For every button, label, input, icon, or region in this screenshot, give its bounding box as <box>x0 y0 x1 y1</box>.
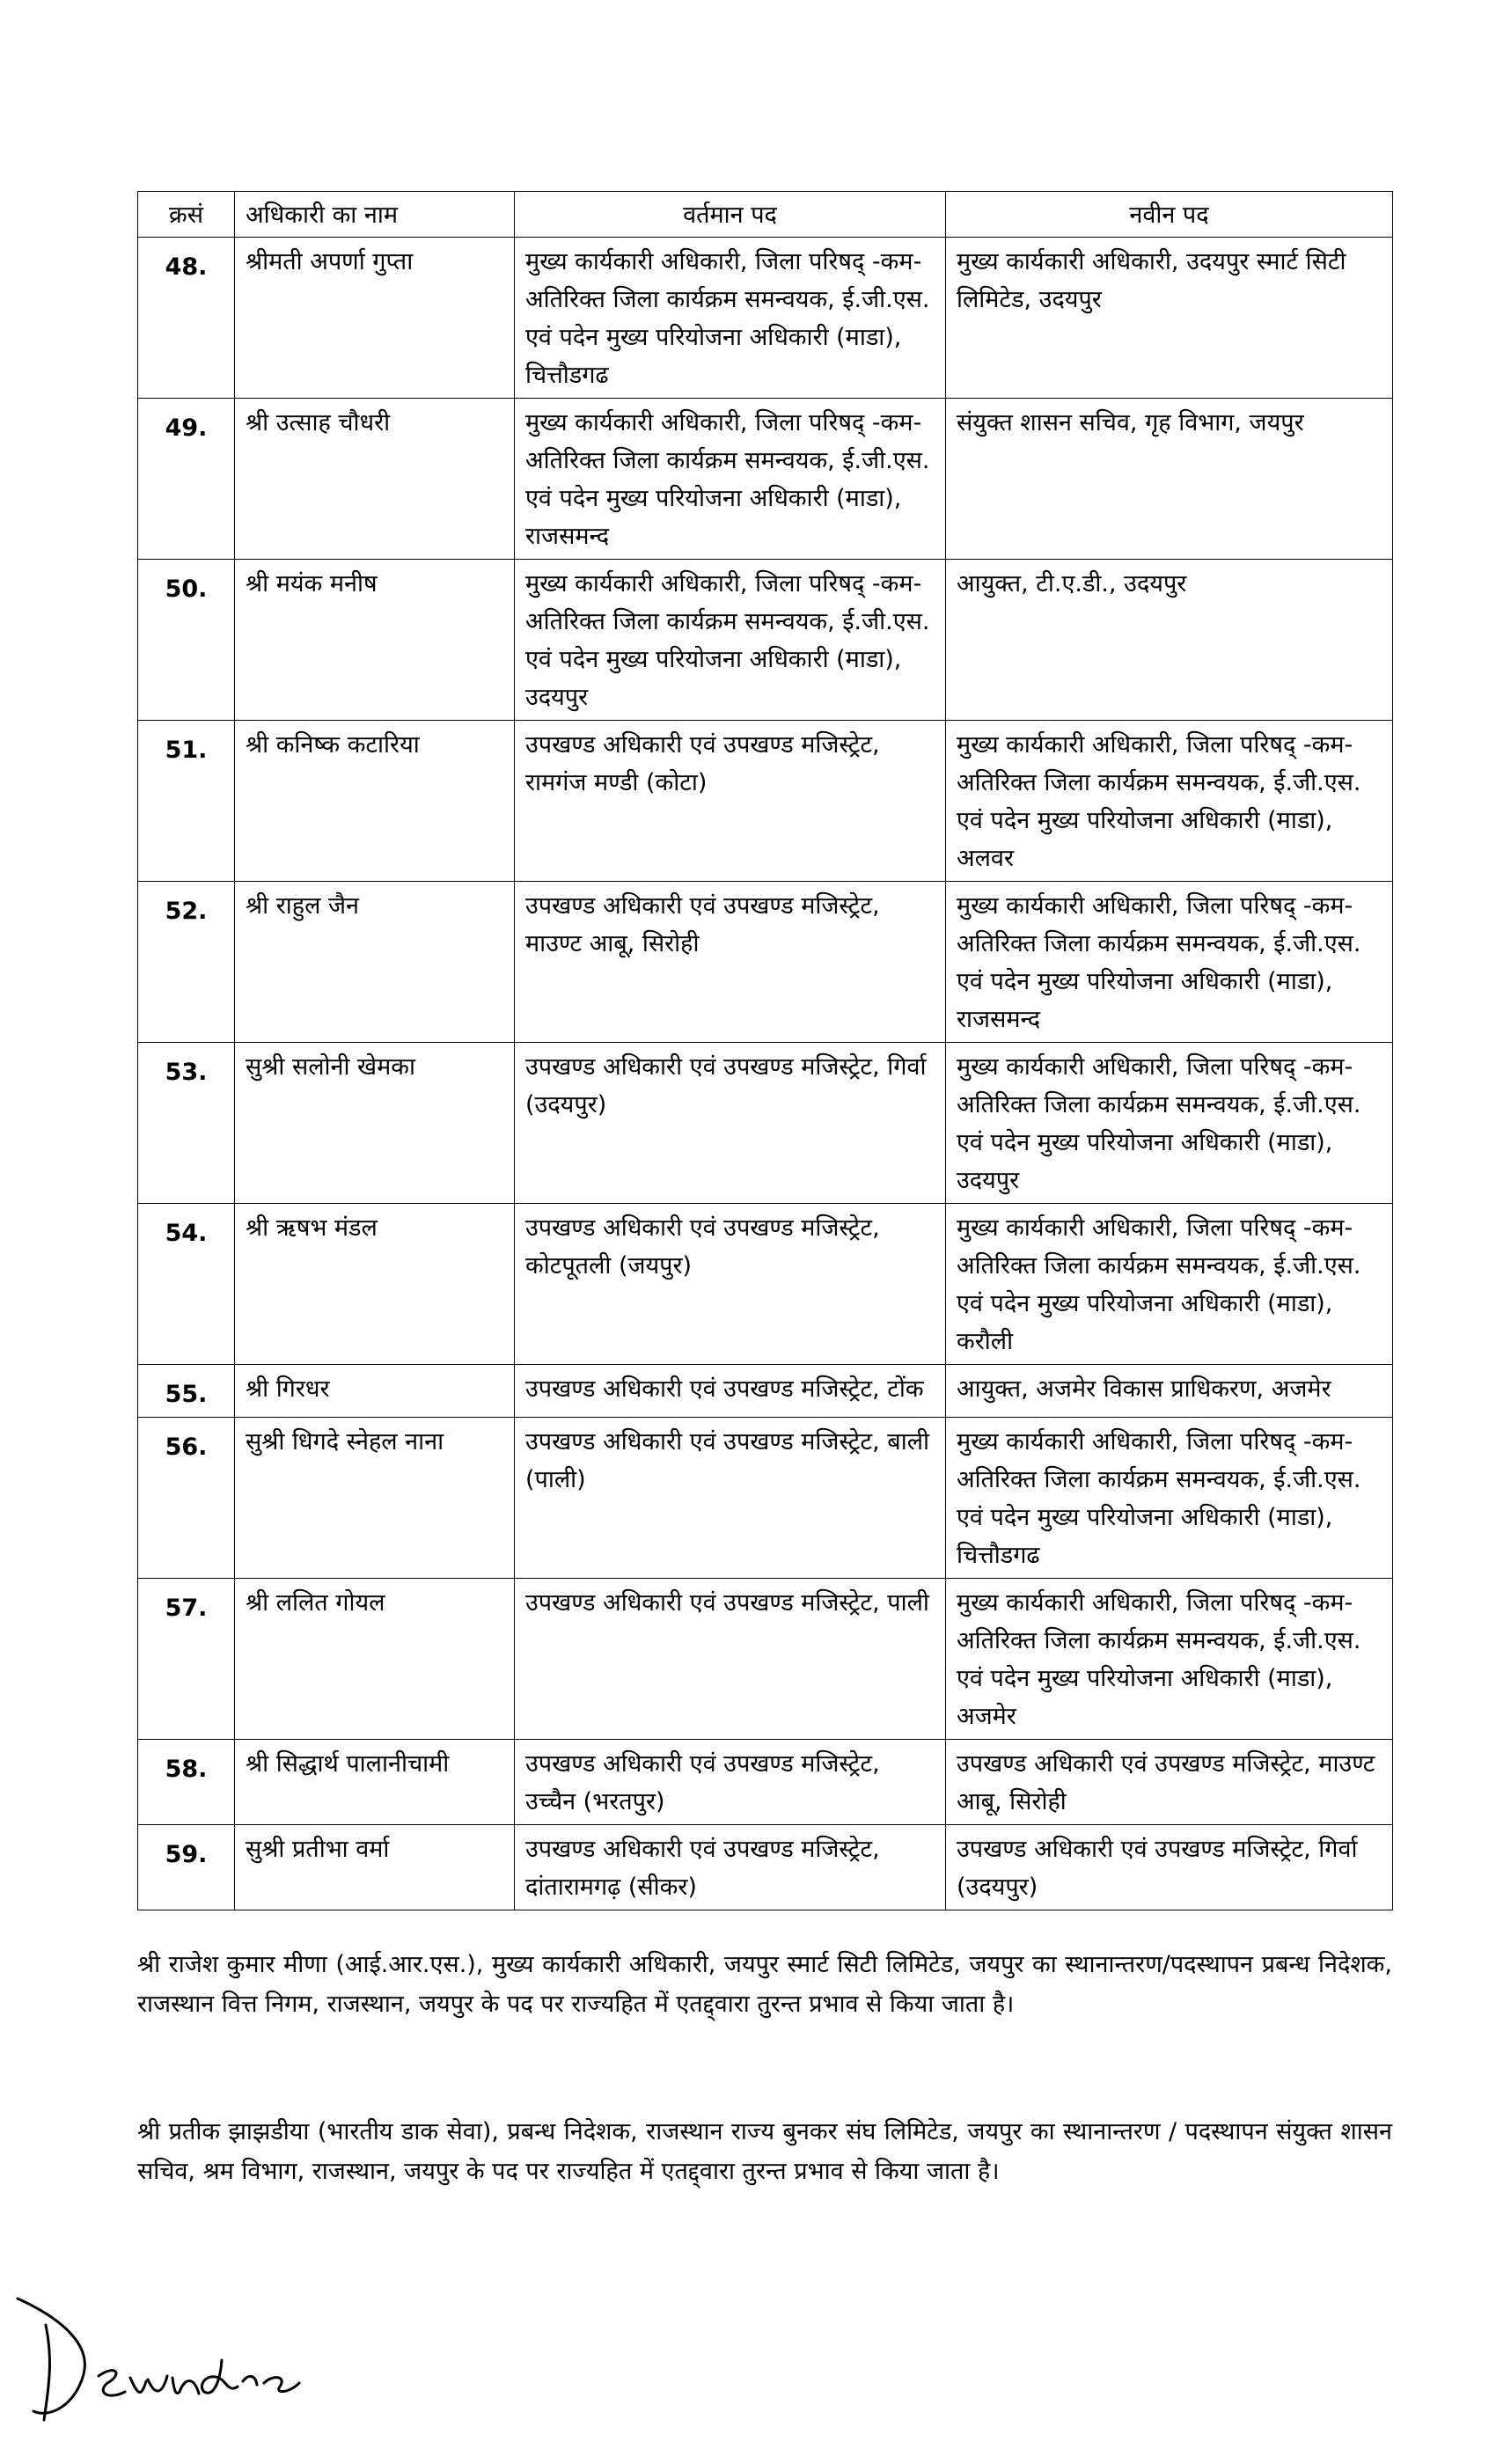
serial-cell: 54. <box>138 1204 235 1365</box>
current-post-cell: उपखण्ड अधिकारी एवं उपखण्ड मजिस्ट्रेट, उच्चैन (भरतपुर) <box>515 1740 946 1825</box>
signature <box>0 2279 370 2438</box>
signature-strokes <box>18 2299 299 2420</box>
officer-name-cell: श्री उत्साह चौधरी <box>235 399 515 560</box>
officer-name-cell: सुश्री सलोनी खेमका <box>235 1043 515 1204</box>
table-row <box>138 1043 1393 1204</box>
new-post-cell: मुख्य कार्यकारी अधिकारी, जिला परिषद् -कम- अतिरिक्त जिला कार्यक्रम समन्वयक, ई.जी.एस. एवं पदेन मुख्य परियोजना अधिकारी (माडा), अलवर <box>946 721 1393 882</box>
serial-cell: 57. <box>138 1579 235 1740</box>
officer-name-cell: श्री कनिष्क कटारिया <box>235 721 515 882</box>
serial-cell: 56. <box>138 1418 235 1579</box>
new-post-cell: आयुक्त, टी.ए.डी., उदयपुर <box>946 560 1393 721</box>
current-post-cell: उपखण्ड अधिकारी एवं उपखण्ड मजिस्ट्रेट, कोटपूतली (जयपुर) <box>515 1204 946 1365</box>
officer-name-cell: सुश्री धिगदे स्नेहल नाना <box>235 1418 515 1579</box>
header-serial: क्रसं <box>138 192 235 238</box>
table-row <box>138 1740 1393 1825</box>
new-post-cell: मुख्य कार्यकारी अधिकारी, जिला परिषद् -कम- अतिरिक्त जिला कार्यक्रम समन्वयक, ई.जी.एस. एवं पदेन मुख्य परियोजना अधिकारी (माडा), उदयपुर <box>946 1043 1393 1204</box>
new-post-cell: मुख्य कार्यकारी अधिकारी, जिला परिषद् -कम- अतिरिक्त जिला कार्यक्रम समन्वयक, ई.जी.एस. एवं पदेन मुख्य परियोजना अधिकारी (माडा), करौली <box>946 1204 1393 1365</box>
serial-cell: 51. <box>138 721 235 882</box>
current-post-cell: उपखण्ड अधिकारी एवं उपखण्ड मजिस्ट्रेट, रामगंज मण्डी (कोटा) <box>515 721 946 882</box>
officer-name-cell: श्री ऋषभ मंडल <box>235 1204 515 1365</box>
serial-cell: 50. <box>138 560 235 721</box>
current-post-cell: उपखण्ड अधिकारी एवं उपखण्ड मजिस्ट्रेट, गिर्वा (उदयपुर) <box>515 1043 946 1204</box>
header-current-post: वर्तमान पद <box>515 192 946 238</box>
current-post-cell: उपखण्ड अधिकारी एवं उपखण्ड मजिस्ट्रेट, माउण्ट आबू, सिरोही <box>515 882 946 1043</box>
serial-cell: 49. <box>138 399 235 560</box>
current-post-cell: मुख्य कार्यकारी अधिकारी, जिला परिषद् -कम- अतिरिक्त जिला कार्यक्रम समन्वयक, ई.जी.एस. एवं पदेन मुख्य परियोजना अधिकारी (माडा), उदयपुर <box>515 560 946 721</box>
new-post-cell: उपखण्ड अधिकारी एवं उपखण्ड मजिस्ट्रेट, गिर्वा (उदयपुर) <box>946 1825 1393 1910</box>
serial-cell: 59. <box>138 1825 235 1910</box>
table-row <box>138 721 1393 882</box>
new-post-cell: उपखण्ड अधिकारी एवं उपखण्ड मजिस्ट्रेट, माउण्ट आबू, सिरोही <box>946 1740 1393 1825</box>
current-post-cell: उपखण्ड अधिकारी एवं उपखण्ड मजिस्ट्रेट, बाली (पाली) <box>515 1418 946 1579</box>
table-row <box>138 1204 1393 1365</box>
header-officer-name: अधिकारी का नाम <box>235 192 515 238</box>
table-row <box>138 1418 1393 1579</box>
new-post-cell: संयुक्त शासन सचिव, गृह विभाग, जयपुर <box>946 399 1393 560</box>
current-post-cell: मुख्य कार्यकारी अधिकारी, जिला परिषद् -कम- अतिरिक्त जिला कार्यक्रम समन्वयक, ई.जी.एस. एवं पदेन मुख्य परियोजना अधिकारी (माडा), राजसमन्द <box>515 399 946 560</box>
table-header-row <box>138 192 1393 238</box>
table-row <box>138 1365 1393 1418</box>
header-new-post: नवीन पद <box>946 192 1393 238</box>
transfer-paragraph-1: श्री राजेश कुमार मीणा (आई.आर.एस.), मुख्य कार्यकारी अधिकारी, जयपुर स्मार्ट सिटी लिमिटेड, जयपुर का स्थानान्तरण/पदस्थापन प्रबन्ध निदेशक, राजस्थान वित्त निगम, राजस्थान, जयपुर के पद पर राज्यहित में एतद्द्वारा तुरन्त प्रभाव से किया जाता है। <box>137 1951 1392 2018</box>
officer-name-cell: श्री राहुल जैन <box>235 882 515 1043</box>
serial-cell: 58. <box>138 1740 235 1825</box>
officer-name-cell: श्री मयंक मनीष <box>235 560 515 721</box>
current-post-cell: उपखण्ड अधिकारी एवं उपखण्ड मजिस्ट्रेट, पाली <box>515 1579 946 1740</box>
serial-cell: 55. <box>138 1365 235 1418</box>
serial-cell: 48. <box>138 238 235 399</box>
table-row <box>138 1825 1393 1910</box>
new-post-cell: आयुक्त, अजमेर विकास प्राधिकरण, अजमेर <box>946 1365 1393 1418</box>
new-post-cell: मुख्य कार्यकारी अधिकारी, जिला परिषद् -कम- अतिरिक्त जिला कार्यक्रम समन्वयक, ई.जी.एस. एवं पदेन मुख्य परियोजना अधिकारी (माडा), राजसमन्द <box>946 882 1393 1043</box>
table-row <box>138 238 1393 399</box>
officer-name-cell: श्री ललित गोयल <box>235 1579 515 1740</box>
table-row <box>138 1579 1393 1740</box>
serial-cell: 52. <box>138 882 235 1043</box>
officer-name-cell: श्री गिरधर <box>235 1365 515 1418</box>
new-post-cell: मुख्य कार्यकारी अधिकारी, जिला परिषद् -कम- अतिरिक्त जिला कार्यक्रम समन्वयक, ई.जी.एस. एवं पदेन मुख्य परियोजना अधिकारी (माडा), अजमेर <box>946 1579 1393 1740</box>
table-row <box>138 882 1393 1043</box>
current-post-cell: उपखण्ड अधिकारी एवं उपखण्ड मजिस्ट्रेट, टोंक <box>515 1365 946 1418</box>
transfer-paragraph-2: श्री प्रतीक झाझडीया (भारतीय डाक सेवा), प्रबन्ध निदेशक, राजस्थान राज्य बुनकर संघ लिमिटेड, जयपुर का स्थानान्तरण / पदस्थापन संयुक्त शासन सचिव, श्रम विभाग, राजस्थान, जयपुर के पद पर राज्यहित में एतद्द्वारा तुरन्त प्रभाव से किया जाता है। <box>137 2118 1392 2185</box>
current-post-cell: मुख्य कार्यकारी अधिकारी, जिला परिषद् -कम- अतिरिक्त जिला कार्यक्रम समन्वयक, ई.जी.एस. एवं पदेन मुख्य परियोजना अधिकारी (माडा), चित्तौडगढ <box>515 238 946 399</box>
table-body <box>138 238 1393 1910</box>
officer-name-cell: श्रीमती अपर्णा गुप्ता <box>235 238 515 399</box>
officer-name-cell: सुश्री प्रतीभा वर्मा <box>235 1825 515 1910</box>
serial-cell: 53. <box>138 1043 235 1204</box>
new-post-cell: मुख्य कार्यकारी अधिकारी, जिला परिषद् -कम- अतिरिक्त जिला कार्यक्रम समन्वयक, ई.जी.एस. एवं पदेन मुख्य परियोजना अधिकारी (माडा), चित्तौडगढ <box>946 1418 1393 1579</box>
table-row <box>138 560 1393 721</box>
transfer-table <box>137 191 1393 1910</box>
current-post-cell: उपखण्ड अधिकारी एवं उपखण्ड मजिस्ट्रेट, दांतारामगढ़ (सीकर) <box>515 1825 946 1910</box>
table-row <box>138 399 1393 560</box>
new-post-cell: मुख्य कार्यकारी अधिकारी, उदयपुर स्मार्ट सिटी लिमिटेड, उदयपुर <box>946 238 1393 399</box>
officer-name-cell: श्री सिद्धार्थ पालानीचामी <box>235 1740 515 1825</box>
